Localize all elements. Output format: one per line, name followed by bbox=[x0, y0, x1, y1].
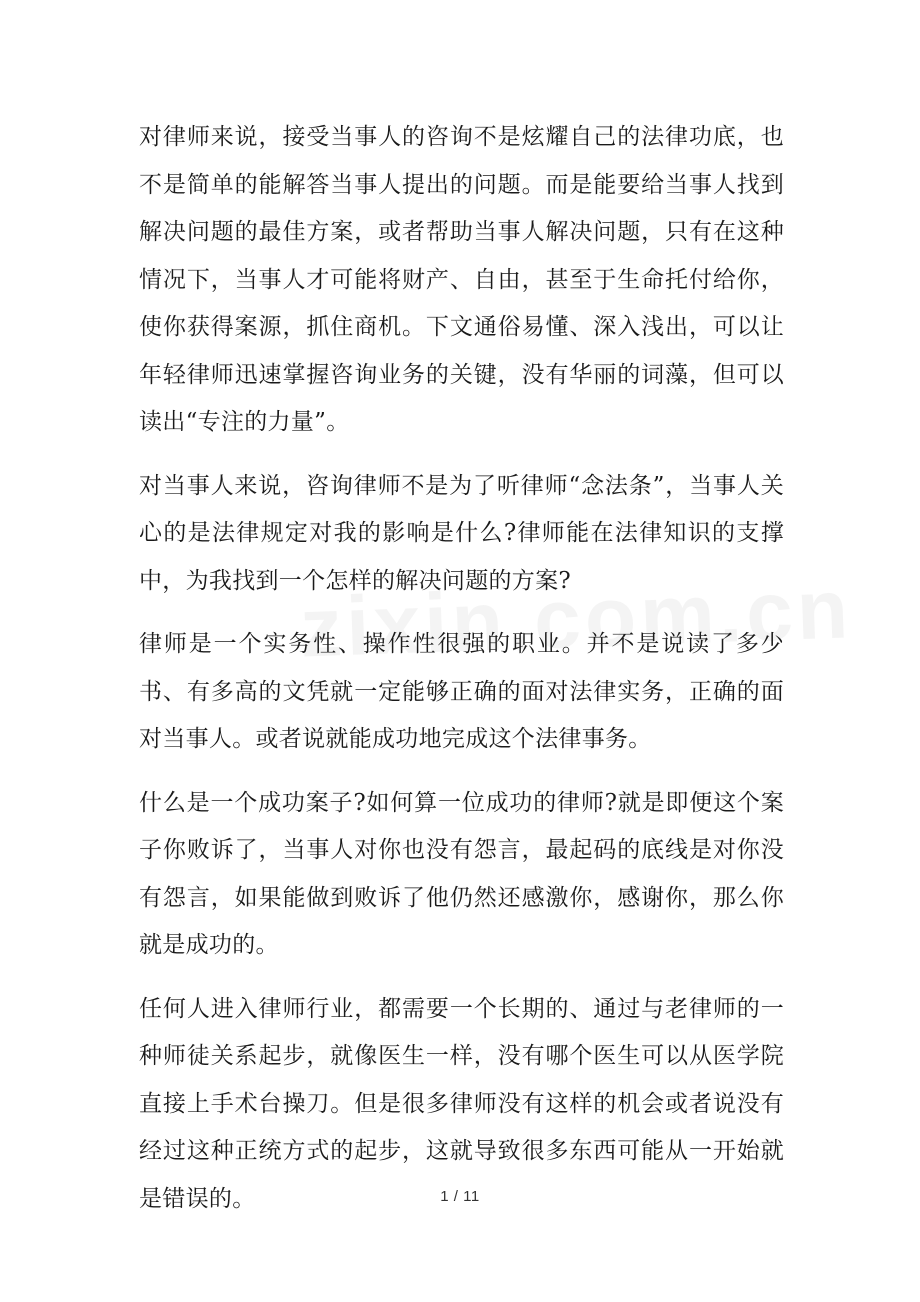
page-number: 1 / 11 bbox=[440, 1188, 480, 1205]
paragraph-5: 任何人进入律师行业，都需要一个长期的、通过与老律师的一种师徒关系起步，就像医生一样，没有哪个医生可以从医学院直接上手术台操刀。但是很多律师没有这样的机会或者说没有经过这种正统方式的起步，这就导致很多东西可能从一开始就是错误的。 bbox=[139, 995, 784, 1212]
paragraph-2: 对当事人来说，咨询律师不是为了听律师“念法条”，当事人关心的是法律规定对我的影响是什么?律师能在法律知识的支撑中，为我找到一个怎样的解决问题的方案? bbox=[139, 472, 784, 594]
paragraph-1: 对律师来说，接受当事人的咨询不是炫耀自己的法律功底，也不是简单的能解答当事人提出的问题。而是能要给当事人找到解决问题的最佳方案，或者帮助当事人解决问题，只有在这种情况下，当事人才可能将财产、自由，甚至于生命托付给你，使你获得案源，抓住商机。下文通俗易懂、深入浅出，可以让年轻律师迅速掌握咨询业务的关键，没有华丽的词藻，但可以读出“专注的力量”。 bbox=[139, 124, 784, 435]
paragraph-4: 什么是一个成功案子?如何算一位成功的律师?就是即便这个案子你败诉了，当事人对你也没有怨言，最起码的底线是对你没有怨言，如果能做到败诉了他仍然还感激你，感谢你，那么你就是成功的。 bbox=[139, 789, 784, 958]
paragraph-3: 律师是一个实务性、操作性很强的职业。并不是说读了多少书、有多高的文凭就一定能够正确的面对法律实务，正确的面对当事人。或者说就能成功地完成这个法律事务。 bbox=[139, 631, 784, 752]
document-body bbox=[139, 114, 784, 1239]
